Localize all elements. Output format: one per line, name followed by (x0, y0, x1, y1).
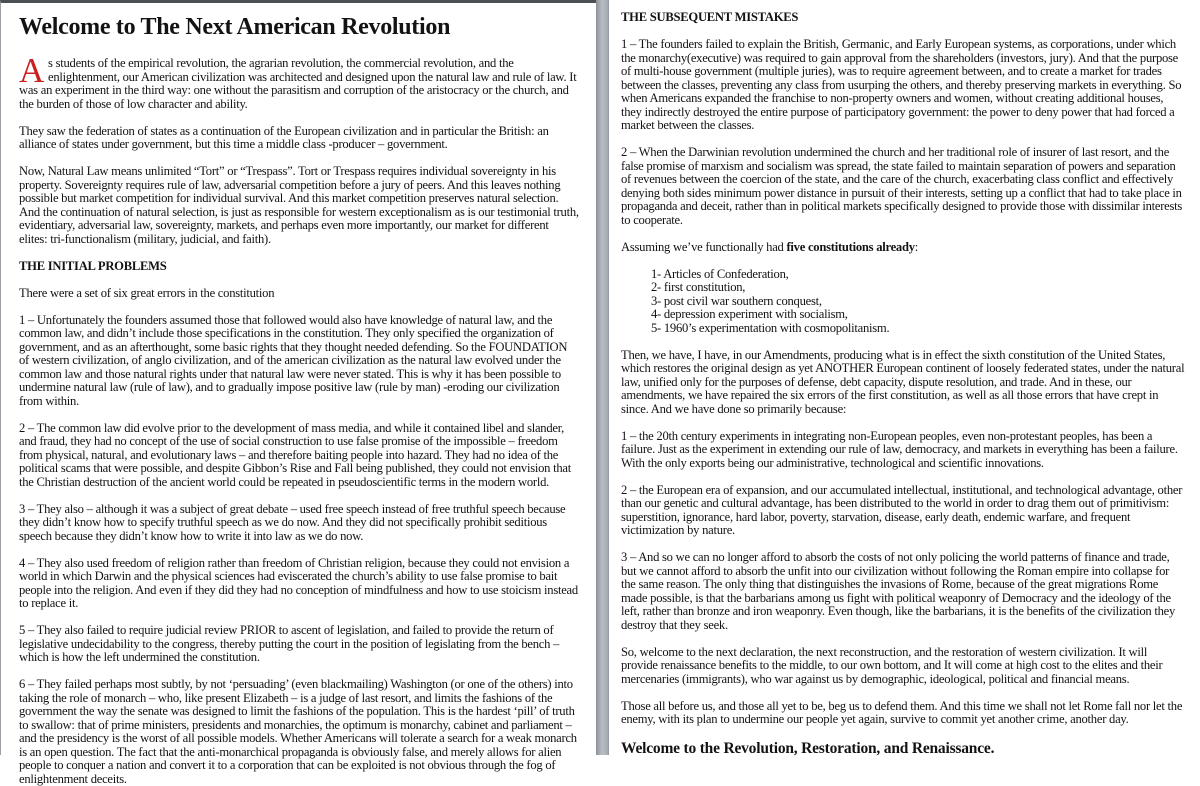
constitutions-list (621, 268, 1186, 336)
assuming-line (621, 241, 1186, 255)
drop-cap: A (19, 51, 45, 90)
assuming-bold-phrase: five constitutions already (786, 239, 915, 254)
mistake-paragraph-1: 1 – The founders failed to explain the British, Germanic, and Early European systems, as corporations, under which the monarchy(executive) was required to gain approval from the shareholders (investors, jury). And that the purpose of multi-house government (multiple juries), was to require agreement between, and to create a market for trades between the classes, preventing any class from usurping the others, and thereby preserving markets in everything. So when Americans expanded the franchise to non-property owners and women, without creating additional houses, they indirectly destroyed the entire purpose of participatory government: the power to deny power that had forced a market between the classes. (621, 37, 1182, 132)
list-item: 5- 1960’s experimentation with cosmopolitanism. (651, 320, 890, 335)
error-paragraph-3: 3 – They also – although it was a subject of great debate – used free speech instead of free truthful speech because they didn’t know how to specify truthful speech as we do now. And they did not specifically prohibit seditious speech because they didn’t know how to write it into law as we do now. (19, 501, 566, 543)
left-page (0, 0, 596, 786)
paragraph-amendments: Then, we have, I have, in our Amendments, producing what is in effect the sixth constitution of the United States, which restores the original design as yet ANOTHER European continent of loosely federated states, under the natural law, unified only for the purposes of defense, debt capacity, dispute resolution, and trade. And in these, our amendments, we have repaired the six errors of the first constitution, as well as all those errors that have crept in since. And we have done so primarily because: (621, 347, 1185, 416)
paragraph-federation: They saw the federation of states as a continuation of the European civilization and in particular the British: an alliance of states under government, but this time a middle class -producer – government. (19, 123, 549, 151)
error-paragraph-2: 2 – The common law did evolve prior to the development of mass media, and while it contained libel and slander, and fraud, they had no concept of the use of social construction to use false promise of the impossible – freedom from physical, natural, and evolutionary laws – and therefore baiting people into hazard. They had no idea of the political scams that were possible, and despite Gibbon’s Rise and Fall being published, they could not envision that the Christian destruction of the ancient world could be repeated in pseudoscientific terms in the modern world. (19, 420, 571, 489)
error-paragraph-6: 6 – They failed perhaps most subtly, by not ‘persuading’ (even blackmailing) Washington (or one of the others) into taking the role of monarch – who, like present Elizabeth – is a judge of last resort, and limits the fashions of the government the way the senate was designed to limit the fashions of the population. This is the hardest ‘pill’ of truth to swallow: that of prime ministers, presidents and monarchies, the optimum is monarchy, cabinet and parliament – and the presidency is the worst of all possible models. Whether Americans will tolerate a search for a weak monarch is an open question. The fact that the anti-monarchical propaganda is obviously false, and merely allows for alien people to conquer a nation and convert it to a corporation that can be exploited is not obvious through the fog of enlightenment deceits. (19, 677, 577, 786)
error-paragraph-1: 1 – Unfortunately the founders assumed those that followed would also have knowledge of natural law, and the common law, and didn’t include those specifications in the constitution. They only specified the organization of government, and as an afterthought, some basic rights that they thought needed defending. So the FOUNDATION of western civilization, of anglo civilization, and of the american civilization as the natural law evolved under the common law and those natural rights under that natural law were never stated. This is why it has been possible to undermine natural law (rule of law), and to gradually impose positive law (rule by man) -eroding our civilization from within. (19, 312, 568, 408)
intro-paragraph (19, 51, 579, 111)
reason-paragraph-2: 2 – the European era of expansion, and our accumulated intellectual, institutional, and technological advantage, other than our genetic and cultural advantage, has been distributed to the world in order to drag them out of primitivism: superstition, ignorance, hard labor, poverty, starvation, disease, early death, endemic warfare, and frequent victimization by nature. (621, 482, 1183, 537)
assuming-suffix: : (914, 239, 919, 254)
closing-heading: Welcome to the Revolution, Restoration, and Renaissance. (621, 740, 995, 757)
section-intro: There were a set of six great errors in the constitution (19, 285, 275, 300)
list-item: 4- depression experiment with socialism, (651, 307, 848, 321)
paragraph-welcome-next: So, welcome to the next declaration, the next reconstruction, and the restoration of western civilization. It will provide renaissance benefits to the middle, to our own bottom, and It will come at high cost to the elites and their mercenaries (immigrants), who war against us by demographic, ideological, political and financial means. (621, 644, 1163, 686)
page-title: Welcome to The Next American Revolution (19, 14, 451, 40)
right-page (609, 0, 1200, 755)
reason-paragraph-3: 3 – And so we can no longer afford to absorb the costs of not only policing the world patterns of finance and trade, but we cannot afford to absorb the unfit into our civilization without following the Roman empire into collapse for the same reason. The only thing that distinguishes the invasions of Rome, because of the great migrations Rome made possible, is that the barbarians among us fight with political weaponry of Democracy and the ideology of the left, rather than bronze and iron weaponry. Even though, like the barbarians, it is the benefits of the civilization they destroy that they seek. (621, 550, 1175, 632)
paragraph-defend: Those all before us, and those all yet to be, beg us to defend them. And this time we shall not let Rome fall nor let the enemy, with its plan to undermine our people yet again, survive to commit yet another crime, another day. (621, 698, 1183, 726)
reason-paragraph-1: 1 – the 20th century experiments in integrating non-European peoples, even non-protestant peoples, has been a failure. Just as the experiment in extending our rule of law, democracy, and markets in everything has been a failure. With the only exports being our administrative, technological and scientific innovations. (621, 428, 1178, 470)
list-item: 1- Articles of Confederation, (651, 266, 789, 281)
error-paragraph-5: 5 – They also failed to require judicial review PRIOR to ascent of legislation, and failed to provide the return of legislative undecidability to the congress, thereby putting the court in the position of legislating from the bench – which is how the left undermined the constitution. (19, 623, 560, 664)
section-heading-subsequent-mistakes: THE SUBSEQUENT MISTAKES (621, 10, 799, 24)
assuming-prefix: Assuming we’ve functionally had (621, 239, 787, 254)
list-item: 2- first constitution, (651, 280, 746, 294)
list-item: 3- post civil war southern conquest, (651, 293, 822, 308)
page-divider (596, 0, 609, 755)
intro-text: s students of the empirical revolution, the agrarian revolution, the commercial revolution, and the enlightenment, our American civilization was architected and designed upon the natural law and rule of law. It was an experiment in the third way: one without the parasitism and corruption of the aristocracy or the church, and the burden of those of low character and ability. (19, 56, 577, 111)
section-heading-initial-problems: THE INITIAL PROBLEMS (19, 258, 167, 273)
error-paragraph-4: 4 – They also used freedom of religion rather than freedom of Christian religion, because they could not envision a world in which Darwin and the physical sciences had eviscerated the church’s ability to use false promise to bait people into the religion. And even if they did they had no conception of mindfulness and how to use stoicism instead to replace it. (19, 555, 578, 610)
mistake-paragraph-2: 2 – When the Darwinian revolution undermined the church and her traditional role of insurer of last resort, and the false promise of marxism and socialism was spread, the state failed to maintain separation of powers and separation of revenues between the coercion of the state, and the care of the church, exacerbating class conflict and effectively denying both sides minimum power distance in pursuit of their interests, setting up a conflict that had to take place in propaganda and deceit, rather than in political markets specifically designed to provide those with dissimilar interests to cooperate. (621, 145, 1183, 227)
paragraph-natural-law: Now, Natural Law means unlimited “Tort” or “Trespass”. Tort or Trespass requires individual sovereignty in his property. Sovereignty requires rule of law, adversarial competition before a jury of peers. And this leaves nothing possible but market competition for individual survival. And this market competition preserves natural selection. And the continuation of natural selection, is just as responsible for western exceptionalism as is our testimonial truth, evidentiary, adversarial law, sovereignty, markets, and perhaps even more importantly, our market for different elites: tri-functionalism (military, judicial, and faith). (19, 164, 579, 246)
